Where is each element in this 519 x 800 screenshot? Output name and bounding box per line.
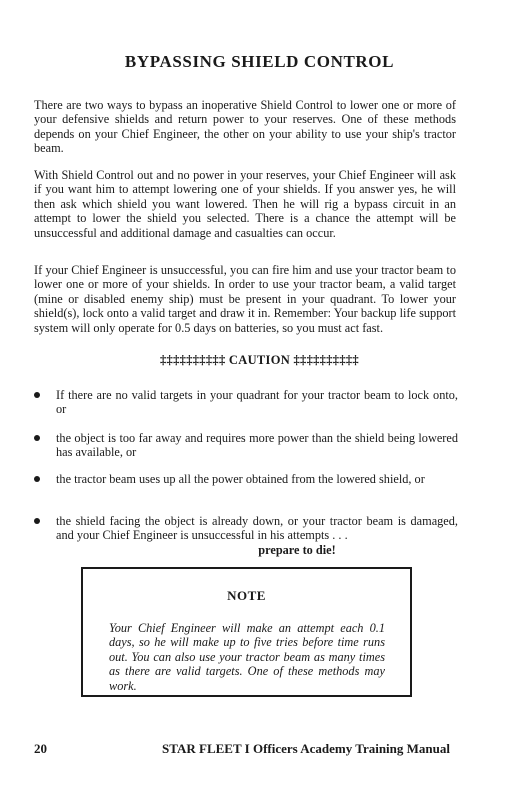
note-box	[81, 567, 412, 697]
bullet-text: the shield facing the object is already down, or your tractor beam is damaged, and your Chief Engineer is unsuccessful in his attempts . . .	[56, 514, 458, 543]
tractor-beam-paragraph: If your Chief Engineer is unsuccessful, you can fire him and use your tractor beam to lower one or more of your shields. In order to use your tractor beam, a valid target (mine or disabled enemy ship) must be present in your quadrant. To lower your shield(s), lock onto a valid target and draw it in. Remember: Your backup life support system will only operate for 0.5 days on batteries, so you must act fast.	[34, 263, 456, 335]
bullet-item	[34, 431, 458, 460]
caution-heading: ‡‡‡‡‡‡‡‡‡‡ CAUTION ‡‡‡‡‡‡‡‡‡‡	[160, 353, 359, 367]
engineer-paragraph: With Shield Control out and no power in your reserves, your Chief Engineer will ask if you want him to attempt lowering one of your shields. If you answer yes, he will then ask which shield you want lowered. Then he will rig a bypass circuit in an attempt to lower the shield you selected. There is a chance the attempt will be unsuccessful and additional damage and casualties can occur.	[34, 168, 456, 240]
bullet-dot-icon	[34, 435, 40, 441]
bullet-text: the object is too far away and requires more power than the shield being lowered has available, or	[56, 431, 458, 460]
bullet-dot-icon	[34, 476, 40, 482]
manual-title: STAR FLEET I Officers Academy Training Manual	[162, 741, 450, 756]
note-title: NOTE	[227, 588, 266, 603]
bullet-dot-icon	[34, 518, 40, 524]
bullet-item	[34, 388, 458, 417]
bullet-text: If there are no valid targets in your quadrant for your tractor beam to lock onto, or	[56, 388, 458, 417]
note-text: Your Chief Engineer will make an attempt each 0.1 days, so he will make up to five tries before time runs out. You can also use your tractor beam as many times as there are valid targets. One of these methods may work.	[109, 621, 385, 693]
final-warning: prepare to die!	[258, 542, 336, 557]
bullet-item	[34, 472, 458, 486]
page-number: 20	[34, 741, 47, 756]
intro-paragraph: There are two ways to bypass an inoperative Shield Control to lower one or more of your defensive shields and return power to your reserves. One of these methods depends on your Chief Engineer, the other on your ability to use your ship's tractor beam.	[34, 98, 456, 156]
bullet-text: the tractor beam uses up all the power obtained from the lowered shield, or	[56, 472, 425, 486]
page-title: BYPASSING SHIELD CONTROL	[124, 52, 395, 71]
bullet-dot-icon	[34, 392, 40, 398]
bullet-item	[34, 514, 458, 557]
